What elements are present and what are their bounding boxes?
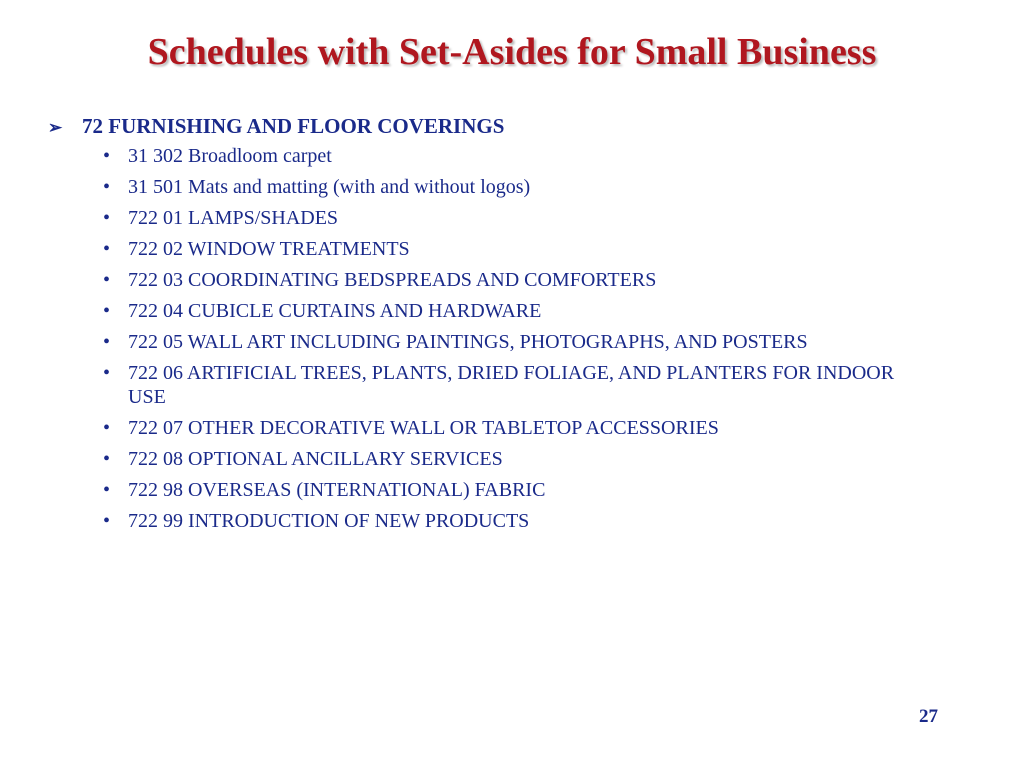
bullet-icon: • bbox=[103, 207, 111, 229]
section-heading bbox=[48, 114, 504, 139]
bullet-icon: • bbox=[103, 510, 111, 532]
bullet-icon: • bbox=[103, 448, 111, 470]
bullet-icon: • bbox=[103, 479, 111, 501]
list-item-text: 722 99 INTRODUCTION OF NEW PRODUCTS bbox=[128, 510, 530, 532]
list-item bbox=[103, 509, 923, 533]
list-item bbox=[103, 447, 923, 471]
list-item bbox=[103, 478, 923, 502]
list-item bbox=[103, 416, 923, 440]
list-item bbox=[103, 268, 923, 292]
list-item-text: 722 02 WINDOW TREATMENTS bbox=[128, 238, 410, 260]
bullet-icon: • bbox=[103, 145, 111, 167]
list-item bbox=[103, 361, 923, 409]
slide-title: Schedules with Set-Asides for Small Business bbox=[147, 31, 877, 73]
bullet-icon: • bbox=[103, 362, 111, 384]
list-item-text: 722 98 OVERSEAS (INTERNATIONAL) FABRIC bbox=[128, 479, 546, 501]
page-number: 27 bbox=[919, 706, 938, 727]
list-item bbox=[103, 237, 923, 261]
list-item bbox=[103, 330, 923, 354]
list-item bbox=[103, 299, 923, 323]
bullet-icon: • bbox=[103, 238, 111, 260]
list-item-text: 722 07 OTHER DECORATIVE WALL OR TABLETOP ACCESSORIES bbox=[128, 417, 719, 439]
list-item-text: 722 05 WALL ART INCLUDING PAINTINGS, PHOTOGRAPHS, AND POSTERS bbox=[128, 331, 808, 353]
bullet-icon: • bbox=[103, 176, 111, 198]
list-item-text: 31 501 Mats and matting (with and without logos) bbox=[128, 176, 531, 198]
bullet-icon: • bbox=[103, 417, 111, 439]
section-heading-label: 72 FURNISHING AND FLOOR COVERINGS bbox=[82, 114, 505, 138]
bullet-icon: • bbox=[103, 300, 111, 322]
bullet-icon: • bbox=[103, 331, 111, 353]
arrow-bullet-icon: ➢ bbox=[48, 118, 63, 137]
list-item bbox=[103, 175, 923, 199]
schedule-item-list bbox=[103, 144, 923, 540]
list-item-text: 722 06 ARTIFICIAL TREES, PLANTS, DRIED FOLIAGE, AND PLANTERS FOR INDOOR USE bbox=[128, 362, 895, 408]
bullet-icon: • bbox=[103, 269, 111, 291]
list-item-text: 722 04 CUBICLE CURTAINS AND HARDWARE bbox=[128, 300, 542, 322]
list-item-text: 31 302 Broadloom carpet bbox=[128, 145, 332, 167]
list-item bbox=[103, 144, 923, 168]
list-item-text: 722 08 OPTIONAL ANCILLARY SERVICES bbox=[128, 448, 503, 470]
list-item-text: 722 03 COORDINATING BEDSPREADS AND COMFORTERS bbox=[128, 269, 657, 291]
list-item-text: 722 01 LAMPS/SHADES bbox=[128, 207, 339, 229]
list-item bbox=[103, 206, 923, 230]
